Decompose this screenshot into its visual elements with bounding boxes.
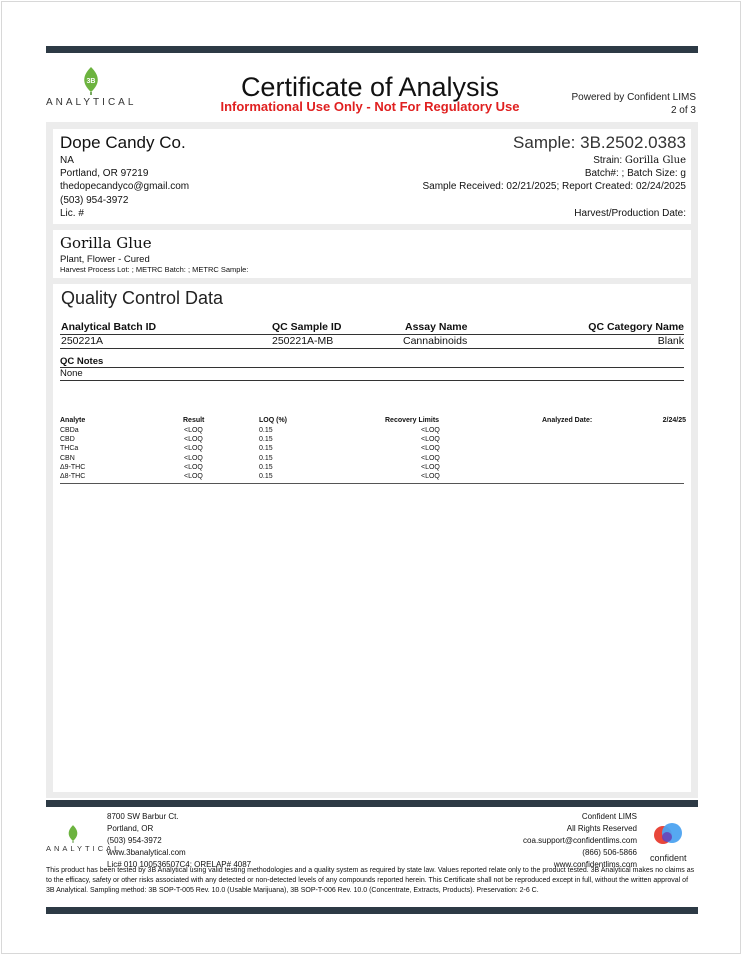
analyte-name: CBN [60,454,75,462]
empty-cell [650,444,686,453]
powered-by [571,91,696,117]
page-title: Certificate of Analysis [240,72,500,102]
qc-header-sample: QC Sample ID [272,321,342,333]
client-info [60,154,189,220]
strain-value: Gorilla Glue [624,155,686,166]
analyte-loq: 0.15 [259,463,273,471]
company-logo [46,66,136,108]
qc-row-divider [60,348,684,349]
harvest-date: Harvest/Production Date: [574,208,686,219]
qc-header-divider [60,334,684,335]
sample-batch: Batch#: ; Batch Size: g [584,168,686,180]
empty-cell [542,435,650,444]
empty-cell [542,444,650,453]
analyte-loq: 0.15 [259,436,273,444]
confident-email: coa.support@confidentlims.com [523,836,637,845]
col-recovery: Recovery Limits [385,417,440,424]
qc-notes-label: QC Notes [60,356,104,367]
analyte-recovery: <LOQ [421,445,440,453]
footer-confident-info [523,811,637,871]
footer-phone: (503) 954-3972 [107,836,162,845]
empty-cell [650,463,686,472]
leaf-icon [80,66,102,96]
footer-city: Portland, OR [107,824,154,833]
confident-website: www.confidentlims.com [553,860,637,869]
analyte-name: Δ9-THC [60,463,86,471]
analyte-loq: 0.15 [259,473,273,481]
qc-header-category: QC Category Name [588,321,684,333]
empty-cell [650,454,686,463]
qc-panel [53,284,691,792]
notes-bottom-divider [60,380,684,381]
confident-phone: (866) 506-5866 [582,848,637,857]
confident-rights: All Rights Reserved [566,824,637,833]
analyte-loq: 0.15 [259,454,273,462]
qc-assay-name: Cannabinoids [403,335,468,347]
empty-cell [650,472,686,481]
top-bar [46,46,698,53]
table-row [60,472,686,481]
qc-notes: None [60,368,83,379]
col-loq: LOQ (%) [259,417,287,424]
client-license: Lic. # [60,207,84,219]
empty-cell [542,463,650,472]
empty-cell [542,426,650,435]
analyte-recovery: <LOQ [421,427,440,434]
sample-id: Sample: 3B.2502.0383 [513,133,686,152]
footer-logo [46,824,122,853]
footer-bottom-bar [46,907,698,914]
logo-text: ANALYTICAL [46,97,137,108]
analyte-result: <LOQ [184,427,203,434]
analyte-result: <LOQ [184,445,203,453]
analyte-loq: 0.15 [259,427,273,434]
table-row [60,435,686,444]
client-phone: (503) 954-3972 [60,194,129,206]
table-row [60,454,686,463]
client-email: thedopecandyco@gmail.com [60,181,190,193]
analyte-name: THCa [60,445,79,453]
analyte-name: CBDa [60,427,79,434]
footer-leaf-icon [66,824,80,844]
sample-info [422,154,686,194]
table-row [60,463,686,472]
client-line1: NA [60,155,74,166]
footer-logo-text: ANALYTICAL [46,844,122,853]
logo-mark: 3B [86,78,96,85]
product-lot: Harvest Process Lot: ; METRC Batch: ; METRC Sample: [60,265,249,274]
footer-street: 8700 SW Barbur Ct. [107,812,179,821]
analyte-recovery: <LOQ [421,454,440,462]
page-number: 2 of 3 [670,105,696,116]
analytes-bottom-divider [60,483,684,484]
sample-dates: Sample Received: 02/21/2025; Report Created: 02/24/2025 [422,181,686,193]
client-address: Portland, OR 97219 [60,168,149,180]
col-result: Result [183,417,205,424]
empty-cell [650,435,686,444]
analyte-result: <LOQ [184,454,203,462]
analyte-loq: 0.15 [259,445,273,453]
footer-website: www.3banalytical.com [107,848,186,857]
col-analyte: Analyte [60,417,86,424]
product-type: Plant, Flower - Cured [60,254,150,265]
analyte-result: <LOQ [184,436,203,444]
analytes-table [60,416,686,481]
footer-address [107,811,251,871]
strain-label: Strain: [593,155,623,166]
regulatory-warning: Informational Use Only - Not For Regulatory Use [220,99,520,114]
notes-divider [60,367,684,368]
confident-mark-icon [651,822,685,846]
footer-license: Lic# 010 100536507C4; ORELAP# 4087 [107,860,252,869]
analyte-recovery: <LOQ [421,436,440,444]
powered-by-text: Powered by Confident LIMS [571,92,696,103]
qc-batch-id: 250221A [61,335,104,347]
qc-sample-id: 250221A-MB [272,335,334,347]
table-row [60,444,686,453]
empty-cell [650,426,686,435]
analyte-result: <LOQ [184,463,203,471]
col-analyzed-date: Analyzed Date: [542,417,593,424]
product-name: Gorilla Glue [60,234,152,252]
confident-word: confident [650,853,687,863]
analyte-name: Δ8-THC [60,473,86,481]
sample-strain [422,154,686,167]
confident-name: Confident LIMS [581,812,637,821]
disclaimer: This product has been tested by 3B Analytical using valid testing methodologies and a quality system as required by state law. Values reported relate only to the product tested. 3B Analytical makes no claims as to the efficacy, safety or other risks associated with any detected or non-detected levels of any compounds reported herein. This Certificate shall not be reproduced except in full, without the written approval of 3B Analytical. Sampling method: 3B SOP-T-005 Rev. 10.0 (Usable Marijuana), 3B SOP-T-006 Rev. 10.0 (Concentrate, Extracts, Products). Preservation: 2-6 C. [46,867,695,894]
qc-header-assay: Assay Name [405,321,468,333]
analyte-result: <LOQ [184,473,203,481]
empty-cell [542,454,650,463]
analytes-header-row [60,416,686,426]
analytes-body [60,426,686,481]
analyte-recovery: <LOQ [421,473,440,481]
qc-title: Quality Control Data [61,288,224,308]
analyzed-date-value: 2/24/25 [662,417,686,424]
qc-category: Blank [657,335,684,347]
client-name: Dope Candy Co. [60,133,186,152]
analyte-name: CBD [60,436,75,444]
table-row [60,426,686,435]
empty-cell [542,472,650,481]
footer-top-bar [46,800,698,807]
analyte-recovery: <LOQ [421,463,440,471]
confident-logo [650,822,687,863]
qc-header-batch: Analytical Batch ID [61,321,157,333]
